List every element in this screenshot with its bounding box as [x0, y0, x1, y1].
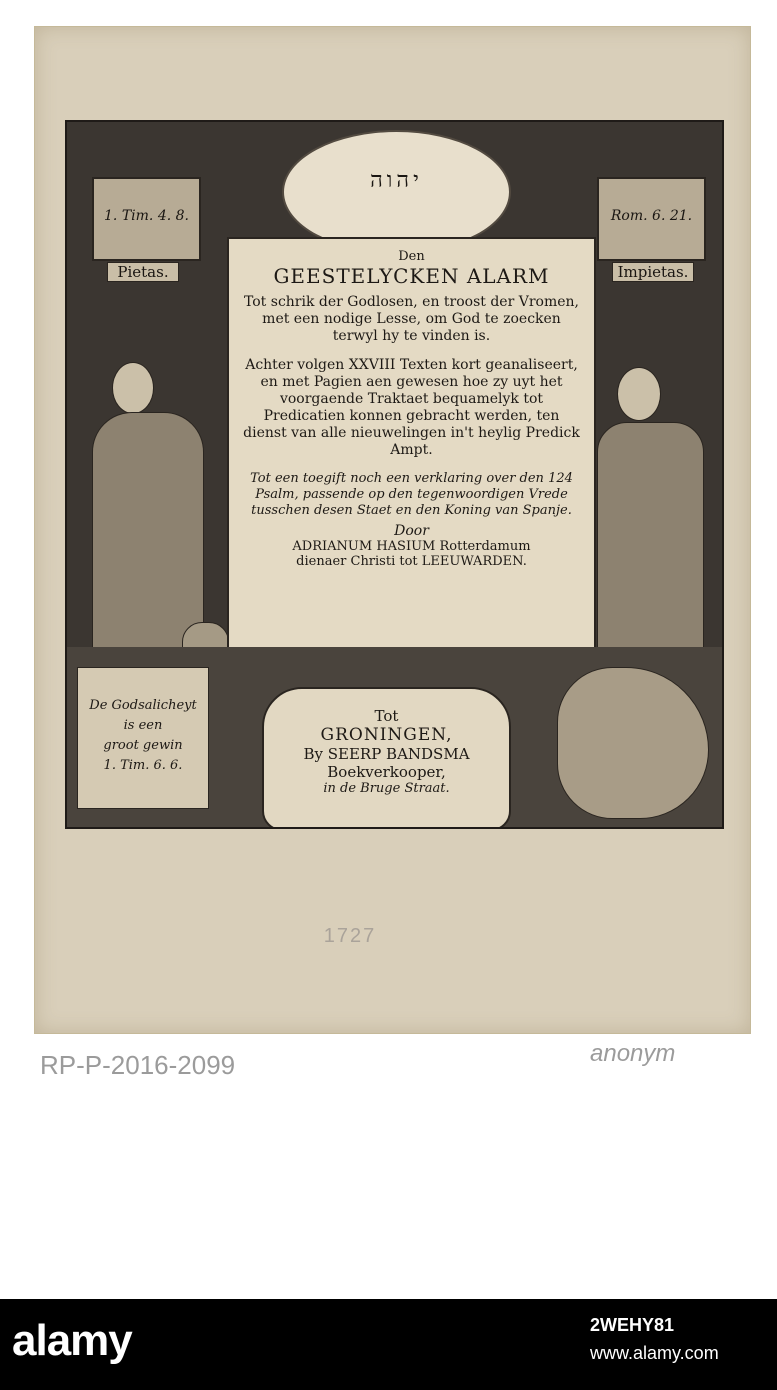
- left-pillar: [92, 177, 201, 261]
- sun-cloud: [282, 130, 511, 254]
- tablet-line2: is een: [123, 718, 163, 733]
- alamy-logo: alamy: [12, 1316, 132, 1365]
- right-pillar-reference: Rom. 6. 21.: [610, 208, 693, 224]
- tablet-line1: De Godsalicheyt: [89, 698, 197, 713]
- maker-annotation: anonym: [590, 1040, 676, 1067]
- title-den: Den: [398, 249, 425, 264]
- title-body: Achter volgen XXVIII Texten kort geanaliseert, en met Pagien aen gewesen hoe zy uyt het voorgaende Traktaet bequamelyk tot Predicatien konnen gebracht werden, ten dienst van alle nieuwelingen in't heylig Predick Ampt.: [243, 357, 580, 458]
- title-addition: Tot een toegift noch een verklaring over den 124 Psalm, passende op den tegenwoordigen Vrede tusschen desen Staet en den Koning van Spanje.: [250, 471, 573, 518]
- title-subtitle: Tot schrik der Godlosen, en troost der Vromen, met een nodige Lesse, om God te zoecken terwyl hy te vinden is.: [244, 294, 579, 344]
- title-author-line1: ADRIANUM HASIUM Rotterdamum: [292, 539, 531, 554]
- tetragrammaton: יהוה: [370, 168, 423, 193]
- left-pillar-label: Pietas.: [107, 262, 179, 282]
- site-url: www.alamy.com: [590, 1343, 719, 1363]
- tablet-line3: groot gewin: [103, 738, 183, 753]
- tablet-line4: 1. Tim. 6. 6.: [103, 758, 183, 773]
- right-pillar-label: Impietas.: [612, 262, 694, 282]
- left-tablet: [77, 667, 209, 809]
- pietas-figure-head: [112, 362, 154, 414]
- imprint-cartouche: [262, 687, 511, 829]
- title-author-line2: dienaer Christi tot LEEUWARDEN.: [296, 554, 527, 569]
- title-door: Door: [394, 523, 429, 539]
- left-pillar-reference: 1. Tim. 4. 8.: [104, 208, 189, 224]
- image-id: 2WEHY81: [590, 1315, 675, 1335]
- impietas-figure-head: [617, 367, 661, 421]
- inventory-number: RP-P-2016-2099: [40, 1050, 236, 1080]
- pencil-date: 1727: [323, 925, 377, 947]
- imprint-printer: By SEERP BANDSMA: [303, 745, 470, 763]
- right-pillar: [597, 177, 706, 261]
- imprint-street: in de Bruge Straat.: [323, 781, 450, 796]
- imprint-city: GRONINGEN,: [320, 725, 453, 745]
- imprint-tot: Tot: [374, 707, 399, 725]
- title-main: GEESTELYCKEN ALARM: [273, 264, 550, 288]
- imprint-trade: Boekverkooper,: [327, 763, 446, 781]
- engraving-frame: [65, 120, 724, 829]
